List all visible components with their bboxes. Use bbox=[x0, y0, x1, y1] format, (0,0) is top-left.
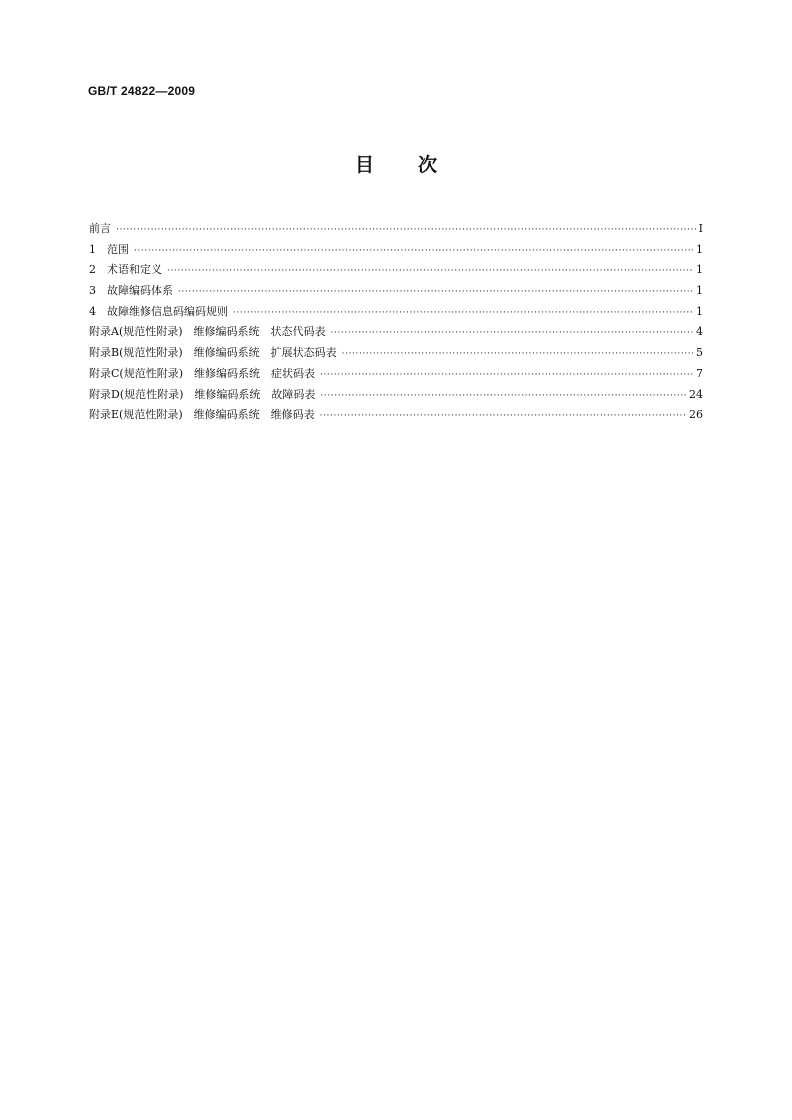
toc-entry-label: 附录E(规范性附录) 维修编码系统 维修码表 bbox=[89, 408, 315, 422]
toc-entry-terms[interactable] bbox=[89, 260, 703, 281]
toc-entry-label: 前言 bbox=[89, 222, 111, 235]
toc-entry-label: 4 故障维修信息码编码规则 bbox=[89, 304, 228, 318]
dot-leader bbox=[331, 323, 693, 343]
table-of-contents bbox=[89, 219, 703, 426]
toc-entry-label: 1 范围 bbox=[89, 242, 129, 256]
dot-leader bbox=[320, 406, 686, 426]
toc-entry-scope[interactable] bbox=[89, 240, 703, 261]
toc-entry-page: 24 bbox=[689, 387, 703, 401]
dot-leader bbox=[342, 344, 693, 364]
toc-entry-page: 4 bbox=[696, 325, 703, 339]
toc-entry-appendix-e[interactable] bbox=[89, 405, 703, 426]
toc-entry-fault-coding-system[interactable] bbox=[89, 281, 703, 302]
toc-entry-label: 附录D(规范性附录) 维修编码系统 故障码表 bbox=[89, 387, 316, 401]
dot-leader bbox=[167, 261, 693, 281]
toc-entry-page: 7 bbox=[696, 366, 703, 380]
toc-entry-label: 2 术语和定义 bbox=[89, 263, 162, 277]
toc-entry-label: 附录B(规范性附录) 维修编码系统 扩展状态码表 bbox=[89, 346, 337, 360]
toc-entry-page: Ⅰ bbox=[698, 222, 703, 235]
toc-entry-coding-rules[interactable] bbox=[89, 302, 703, 323]
toc-entry-foreword[interactable] bbox=[89, 219, 703, 240]
toc-entry-label: 附录C(规范性附录) 维修编码系统 症状码表 bbox=[89, 366, 315, 380]
toc-entry-appendix-d[interactable] bbox=[89, 385, 703, 406]
toc-entry-label: 附录A(规范性附录) 维修编码系统 状态代码表 bbox=[89, 325, 326, 339]
toc-entry-page: 5 bbox=[696, 346, 703, 360]
dot-leader bbox=[320, 386, 686, 406]
toc-entry-appendix-b[interactable] bbox=[89, 343, 703, 364]
standard-number-header: GB/T 24822—2009 bbox=[88, 84, 196, 98]
dot-leader bbox=[116, 220, 696, 240]
dot-leader bbox=[320, 365, 693, 385]
toc-entry-label: 3 故障编码体系 bbox=[89, 284, 173, 298]
toc-entry-appendix-c[interactable] bbox=[89, 364, 703, 385]
toc-entry-page: 1 bbox=[696, 263, 703, 277]
toc-entry-page: 1 bbox=[696, 242, 703, 256]
toc-entry-appendix-a[interactable] bbox=[89, 322, 703, 343]
dot-leader bbox=[178, 282, 693, 302]
dot-leader bbox=[233, 303, 693, 323]
toc-entry-page: 26 bbox=[689, 408, 703, 422]
toc-entry-page: 1 bbox=[696, 284, 703, 298]
toc-entry-page: 1 bbox=[696, 304, 703, 318]
toc-title: 目次 bbox=[354, 154, 481, 176]
dot-leader bbox=[134, 241, 693, 261]
